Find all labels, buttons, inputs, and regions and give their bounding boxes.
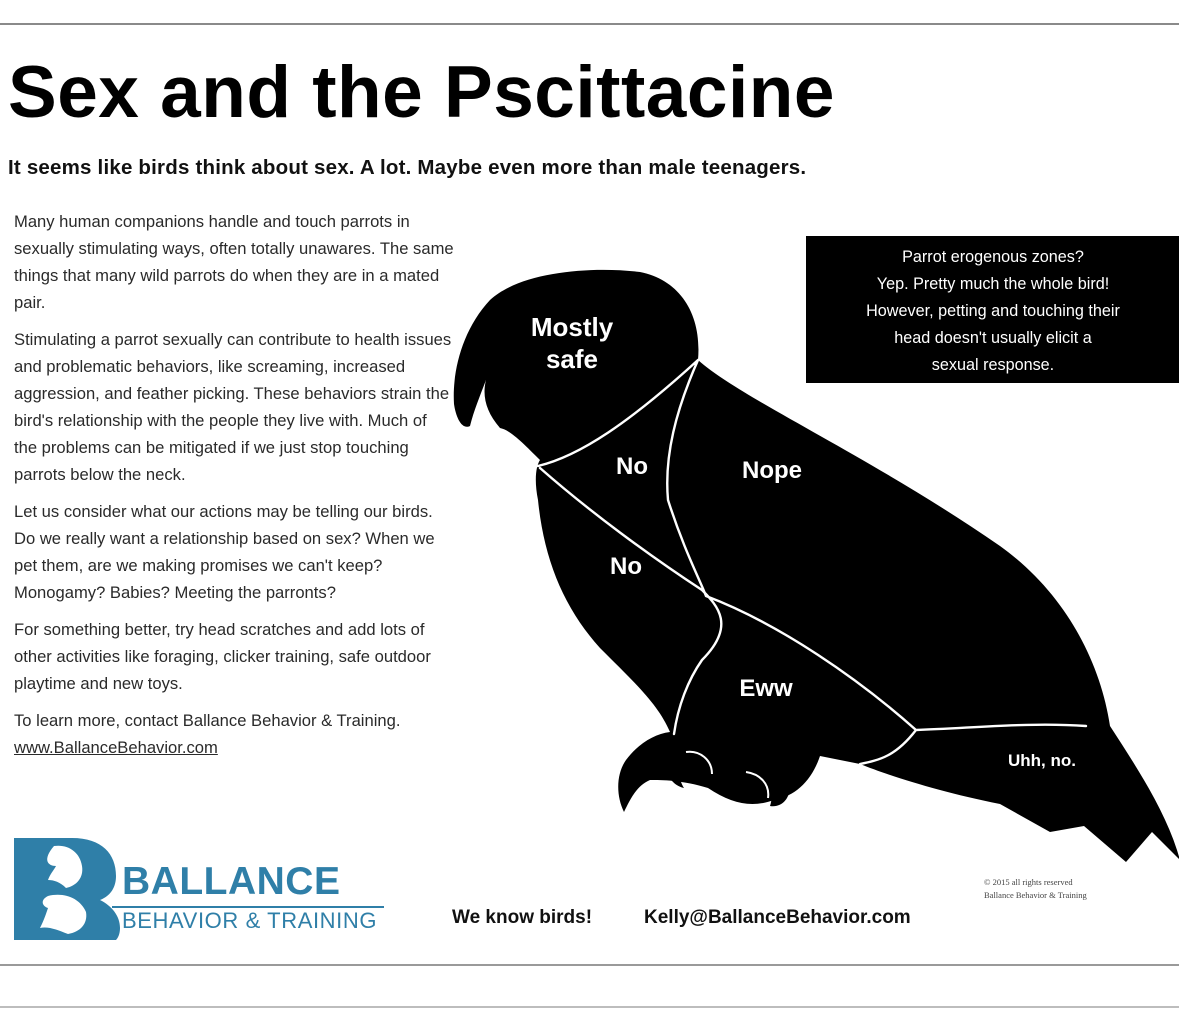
paragraph-4: For something better, try head scratches and add lots of other activities like foraging, clicker training, safe outdoor playtime and new toys. <box>14 620 431 693</box>
page-bottom-divider <box>0 1006 1179 1008</box>
logo-subtitle: BEHAVIOR & TRAINING <box>122 908 378 933</box>
zone-head-label-line2: safe <box>545 344 599 374</box>
callout-line-3: However, petting and touching their <box>866 302 1120 320</box>
page-subtitle: It seems like birds think about sex. A lot. Maybe even more than male teenagers. <box>8 156 807 179</box>
footer-tagline: We know birds! <box>452 907 593 928</box>
erogenous-zones-callout <box>806 236 1179 383</box>
zone-back-label: Nope <box>742 457 802 484</box>
article-body <box>14 208 454 771</box>
copyright-notice <box>984 876 1164 902</box>
zone-tail-label: Uhh, no. <box>1008 751 1076 770</box>
website-link[interactable]: www.BallanceBehavior.com <box>14 738 218 757</box>
contact-text: To learn more, contact Ballance Behavior & Training. <box>14 711 401 730</box>
logo-name: BALLANCE <box>122 860 341 903</box>
page-title: Sex and the Pscittacine <box>8 52 835 133</box>
zone-chest-label: No <box>610 553 642 580</box>
zone-belly-label: Eww <box>739 675 793 702</box>
callout-line-5: sexual response. <box>931 356 1055 374</box>
top-divider <box>0 23 1179 25</box>
paragraph-3: Let us consider what our actions may be telling our birds. Do we really want a relationship based on sex? When we pet them, are we making promises we can't keep? Monogamy? Babies? Meeting the parronts? <box>14 502 435 602</box>
callout-line-2: Yep. Pretty much the whole bird! <box>876 275 1110 293</box>
bottom-divider <box>0 964 1179 966</box>
paragraph-2: Stimulating a parrot sexually can contribute to health issues and problematic behaviors, like screaming, increased aggression, and feather picking. These behaviors strain the bird's relationship with the people they live with. Much of the problems can be mitigated if we just stop touching parrots below the neck. <box>14 330 452 484</box>
footer-email[interactable]: Kelly@BallanceBehavior.com <box>644 907 911 928</box>
copyright-line-2: Ballance Behavior & Training <box>984 890 1087 900</box>
paragraph-1: Many human companions handle and touch parrots in sexually stimulating ways, often totally unawares. The same things that many wild parrots do when they are in a mated pair. <box>14 212 454 312</box>
contact-paragraph <box>14 707 454 761</box>
zone-head-label-line1: Mostly <box>530 312 614 342</box>
callout-line-1: Parrot erogenous zones? <box>902 248 1084 266</box>
callout-line-4: head doesn't usually elicit a <box>894 329 1092 347</box>
zone-neck-label: No <box>616 453 648 480</box>
copyright-line-1: © 2015 all rights reserved <box>984 877 1073 887</box>
